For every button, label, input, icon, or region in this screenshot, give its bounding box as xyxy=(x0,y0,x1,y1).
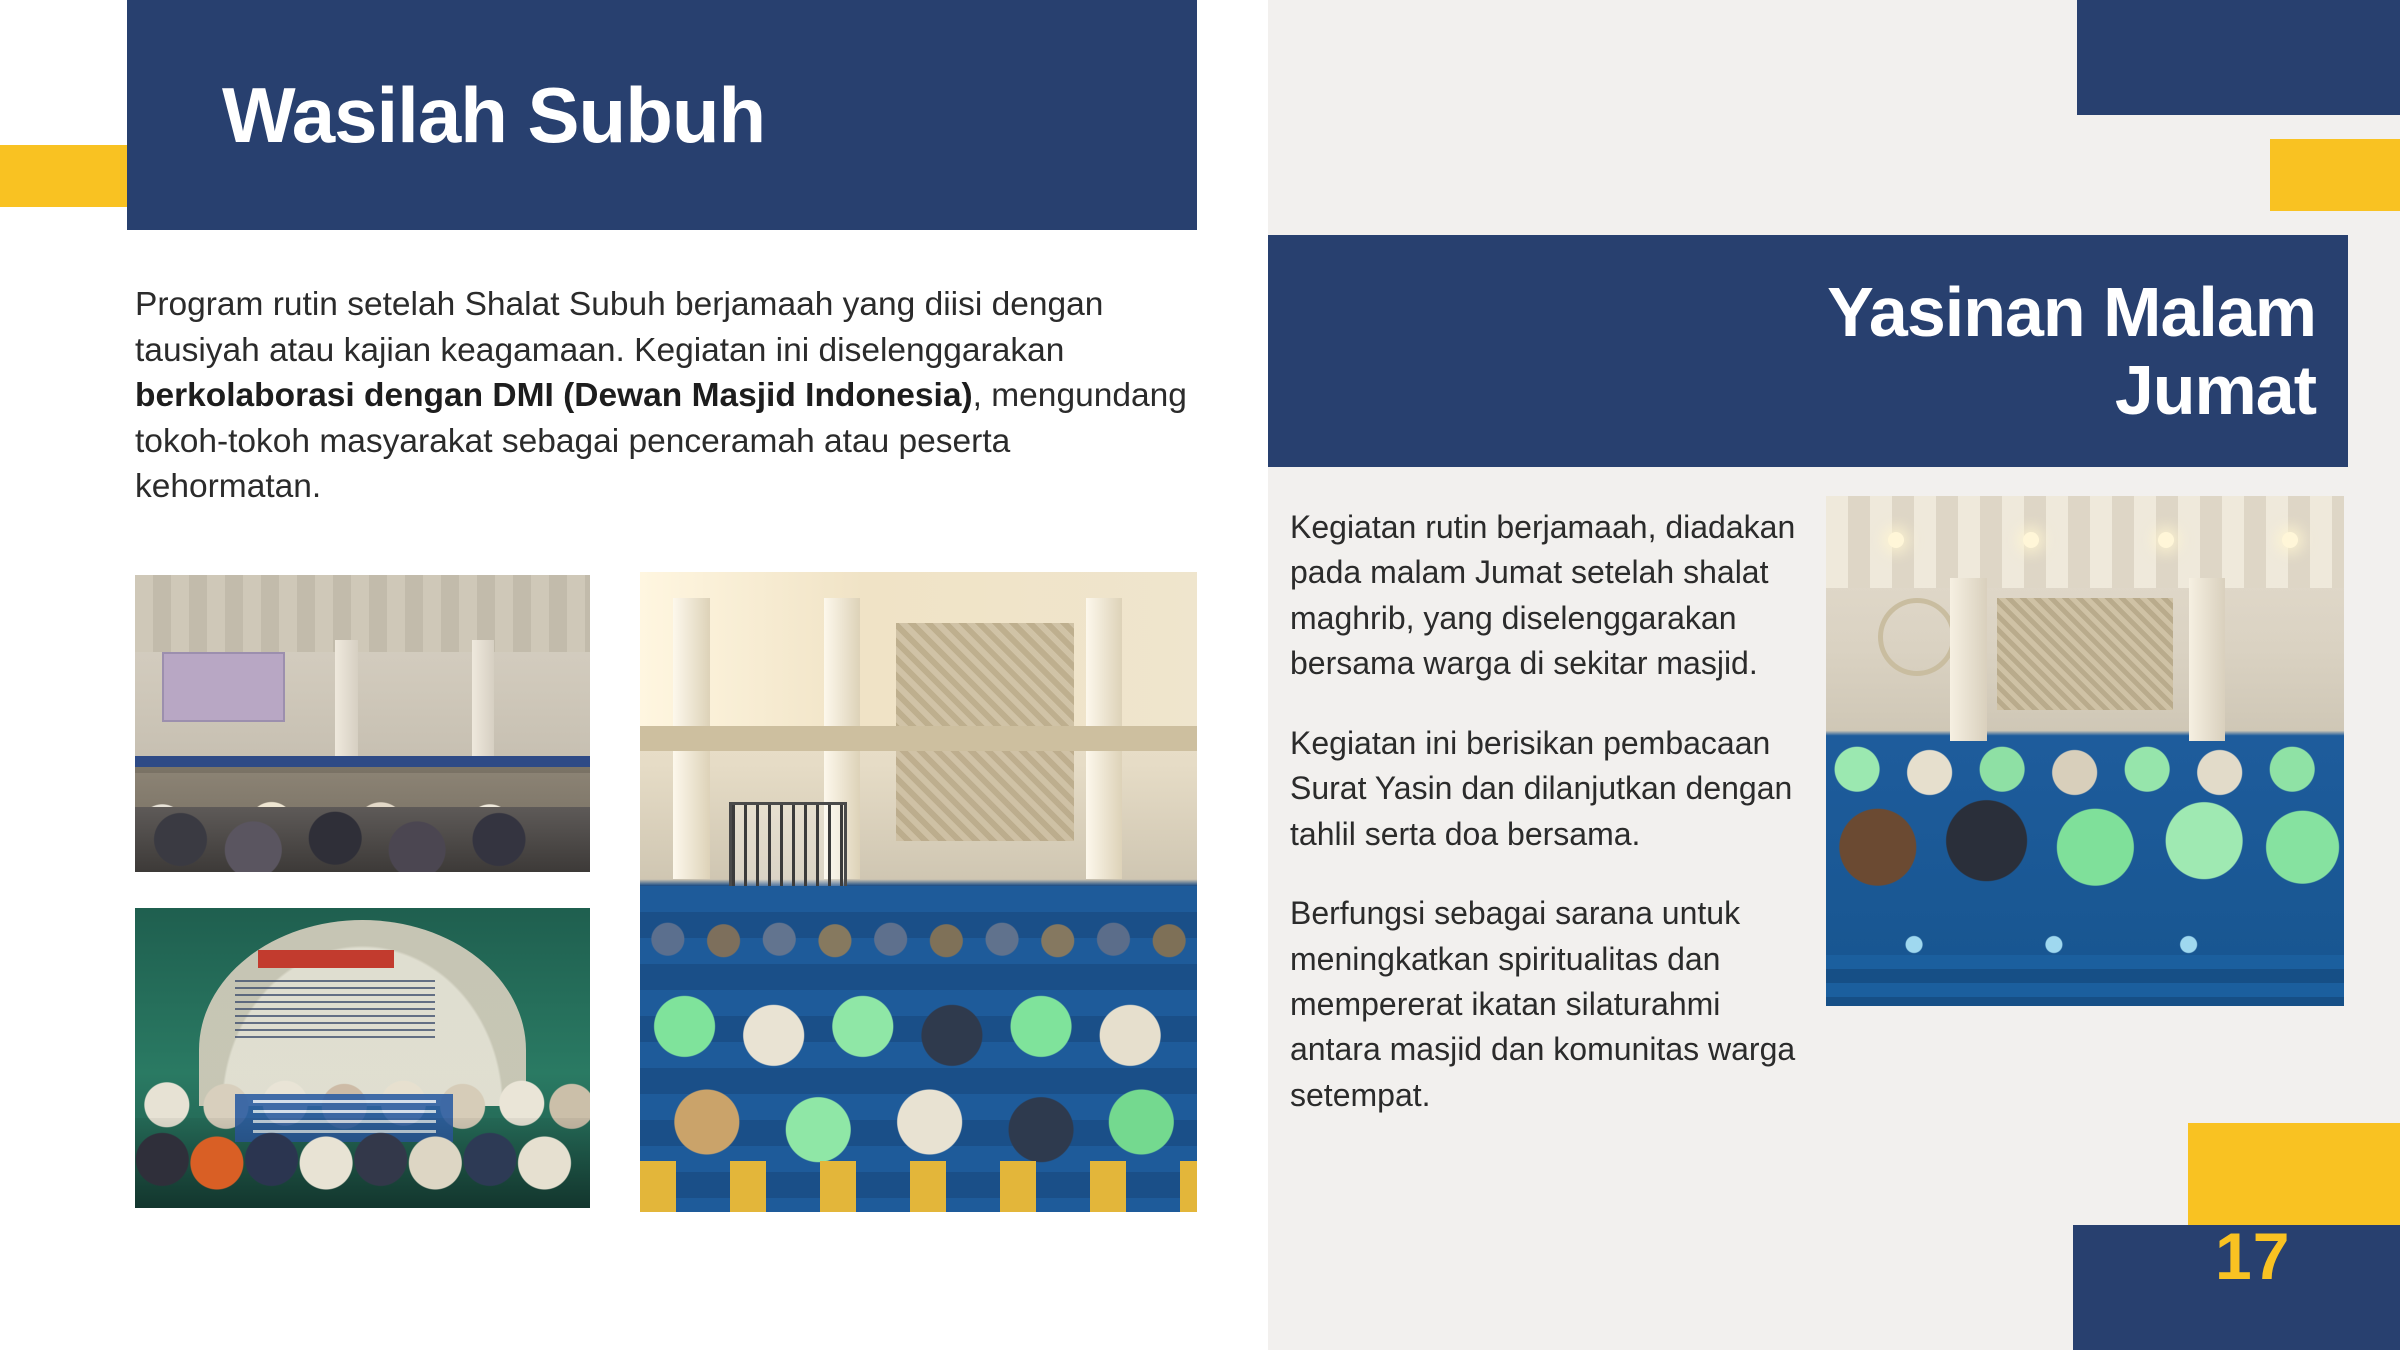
photo-pillar xyxy=(335,640,358,765)
right-section-paragraphs xyxy=(1290,505,1812,1118)
photo-crowd-row-front xyxy=(1826,782,2344,945)
photo-pillar xyxy=(2189,578,2225,741)
photo-red-banner-strip xyxy=(258,950,395,968)
right-section-title-line1: Yasinan Malam xyxy=(1827,272,2316,351)
photo-ceiling-lamp xyxy=(2282,532,2298,548)
photo-lattice-wall xyxy=(1997,598,2173,710)
photo-yasinan-art xyxy=(1826,496,2344,1006)
right-section-title xyxy=(1827,273,2348,430)
decor-navy-top-right-block xyxy=(2077,0,2400,115)
photo-subuh-group-banner xyxy=(135,908,590,1208)
left-paragraph-bold: berkolaborasi dengan DMI (Dewan Masjid Indonesia) xyxy=(135,377,973,415)
photo-yasinan-jamaah xyxy=(1826,496,2344,1006)
photo-ceiling-lamp xyxy=(1888,532,1904,548)
photo-ceiling-lamp xyxy=(2023,532,2039,548)
photo-group-row-front xyxy=(135,1118,590,1208)
photo-subuh-hall-art xyxy=(640,572,1197,1212)
photo-crowd-band-lower xyxy=(135,807,590,872)
right-paragraph-2: Kegiatan ini berisikan pembacaan Surat Yasin dan dilanjutkan dengan tahlil serta doa bersama. xyxy=(1290,724,1793,852)
photo-subuh-jamaah-art xyxy=(135,575,590,872)
page-number: 17 xyxy=(2215,1219,2291,1293)
left-paragraph-part2: , mengundang tokoh-tokoh masyarakat sebagai penceramah atau peserta kehormatan. xyxy=(135,377,1187,506)
photo-pillar xyxy=(472,640,495,765)
photo-banner-text-lines xyxy=(235,980,435,1040)
photo-yellow-mats xyxy=(640,1161,1197,1212)
photo-pillar xyxy=(1950,578,1986,741)
right-paragraph-3: Berfungsi sebagai sarana untuk meningkatkan spiritualitas dan mempererat ikatan silaturahmi antara masjid dan komunitas warga setempat. xyxy=(1290,895,1796,1113)
photo-subuh-group-art xyxy=(135,908,590,1208)
photo-blue-carpet xyxy=(1826,955,2344,1006)
left-paragraph-part1: Program rutin setelah Shalat Subuh berjamaah yang diisi dengan tausiyah atau kajian keagamaan. Kegiatan ini diselenggarakan xyxy=(135,286,1104,369)
left-title-banner xyxy=(127,0,1197,230)
photo-wall-medallion xyxy=(1878,598,1956,676)
decor-yellow-top-right-block xyxy=(2270,139,2400,211)
photo-ceiling-lamp xyxy=(2158,532,2174,548)
photo-blue-barrier xyxy=(135,756,590,766)
photo-balcony-rail xyxy=(640,726,1197,752)
photo-subuh-jamaah xyxy=(135,575,590,872)
left-section-paragraph xyxy=(135,282,1200,510)
photo-projection-screen xyxy=(162,652,284,721)
photo-subuh-hall xyxy=(640,572,1197,1212)
decor-yellow-left-block xyxy=(0,145,127,207)
left-section-title: Wasilah Subuh xyxy=(222,70,766,159)
right-paragraph-1: Kegiatan rutin berjamaah, diadakan pada malam Jumat setelah shalat maghrib, yang diselenggarakan bersama warga di sekitar masjid. xyxy=(1290,509,1796,682)
photo-crowd-row-1 xyxy=(640,886,1197,963)
right-title-banner xyxy=(1268,235,2348,467)
right-section-title-line2: Jumat xyxy=(2114,351,2316,429)
photo-ceiling-band xyxy=(135,575,590,652)
